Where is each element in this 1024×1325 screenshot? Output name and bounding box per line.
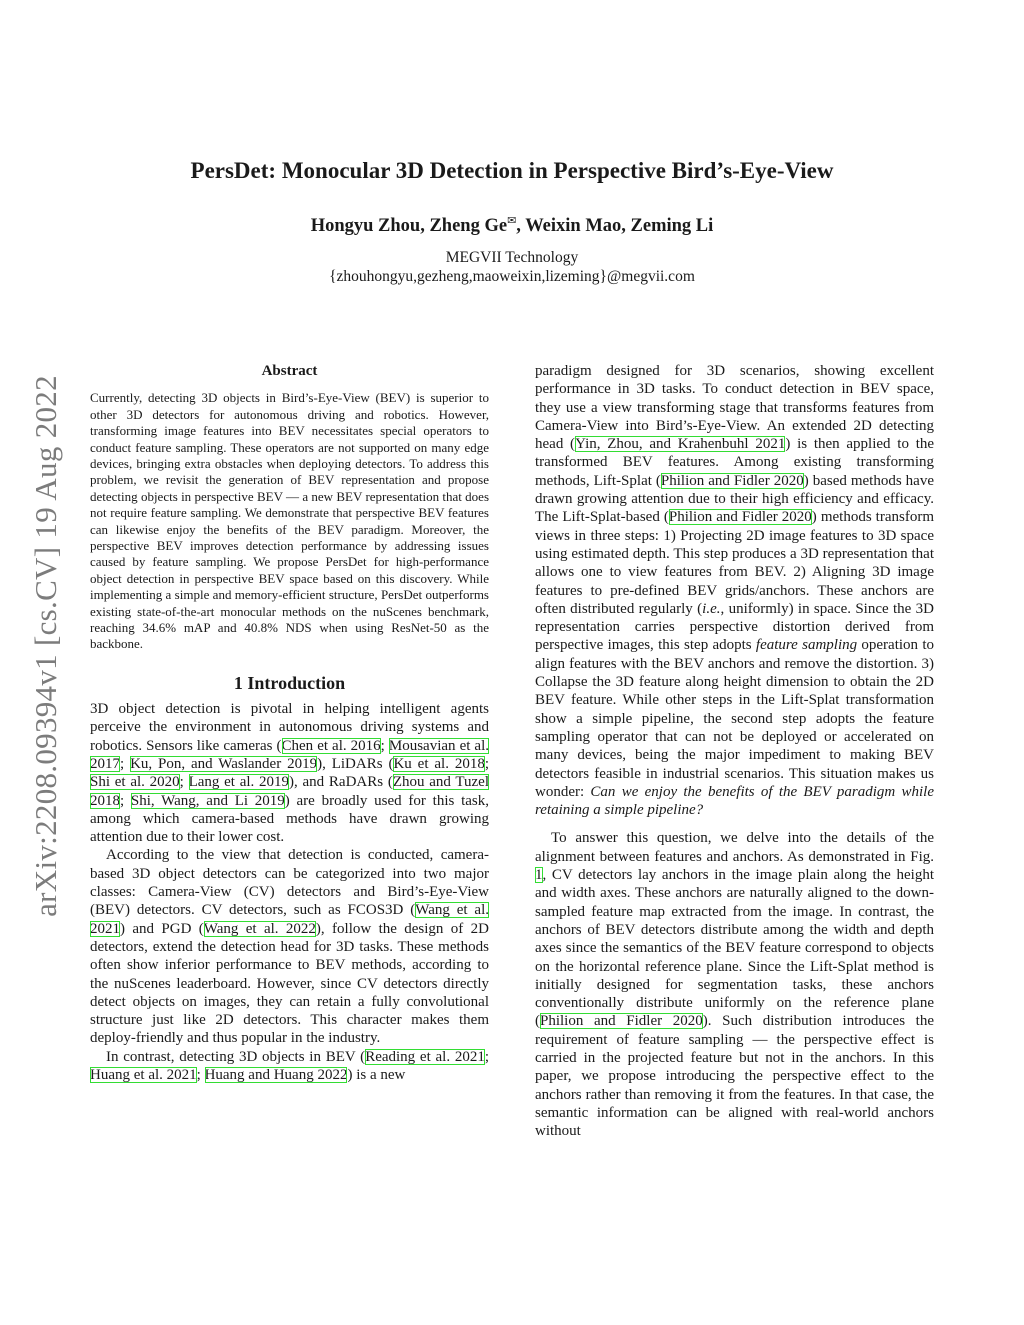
intro-paragraph-1 <box>90 700 489 846</box>
text-run: ) is a new <box>347 1067 406 1084</box>
citation-link[interactable]: Mousavian et al. 2017 <box>90 737 489 772</box>
text-run: ), and RaDARs ( <box>289 774 393 791</box>
text-run: ) based methods have drawn growing attention due to their high efficiency and efficacy. The Lift-Splat-based ( <box>535 472 934 526</box>
authors-first: Hongyu Zhou, Zheng Ge <box>310 216 508 237</box>
text-run: ; <box>484 755 490 772</box>
affiliation: MEGVII Technology <box>445 249 579 266</box>
affiliation-block <box>0 248 1024 286</box>
text-run: In contrast, detecting 3D objects in BEV ( <box>106 1048 366 1065</box>
text-run: ; <box>179 774 189 791</box>
citation-link[interactable]: Yin, Zhou, and Krahenbuhl 2021 <box>575 436 786 453</box>
intro-paragraph-2 <box>90 846 489 1047</box>
citation-link[interactable]: Shi et al. 2020 <box>90 774 180 791</box>
citation-link[interactable]: Huang and Huang 2022 <box>204 1067 348 1084</box>
citation-link[interactable]: Zhou and Tuzel 2018 <box>90 774 489 809</box>
arxiv-sidebar <box>22 346 70 946</box>
text-run: ) methods transform views in three steps: 1) Projecting 2D image features to 3D space using estimated depth. This step produces a 3D representation that allows one to view features from BEV. 2) Aligning 3D image features to pre-defined BEV grids/anchors. These anchors are often distributed regularly ( <box>535 509 934 617</box>
citation-link[interactable]: Lang et al. 2019 <box>188 774 290 791</box>
text-run: 3D object detection is pivotal in helping intelligent agents perceive the environment in autonomous driving systems and robotics. Sensors like cameras ( <box>90 701 489 754</box>
text-run: ) is then applied to the transformed BEV features. Among existing transforming methods, Lift-Splat ( <box>535 436 935 489</box>
text-run: According to the view that detection is conducted, camera-based 3D object detectors can be categorized into two major classes: Camera-View (CV) detectors and Bird’s-Eye-View (BEV) detectors. CV detectors, such as FCOS3D ( <box>90 847 489 919</box>
italic-text: Can we enjoy the benefits of the BEV paradigm while retaining a simple pipeline? <box>535 783 934 819</box>
citation-link[interactable]: Philion and Fidler 2020 <box>540 1013 703 1030</box>
text-run: To answer this question, we delve into the details of the alignment between features and anchors. As demonstrated in Fig. <box>535 830 934 865</box>
intro-paragraph-3 <box>90 1048 489 1085</box>
citation-link[interactable]: Ku, Pon, and Waslander 2019 <box>130 755 318 772</box>
author-emails: {zhouhongyu,gezheng,maoweixin,lizeming}@megvii.com <box>329 268 695 285</box>
citation-link[interactable]: Shi, Wang, and Li 2019 <box>130 792 285 809</box>
citation-link[interactable]: Wang et al. 2021 <box>90 902 489 937</box>
right-column <box>535 362 934 1140</box>
text-run: paradigm designed for 3D scenarios, showing excellent performance in 3D tasks. To conduct detection in BEV space, they use a view transforming stage that transforms features from Camera-View into Bird’s-Eye-View. An extended 2D detecting head ( <box>535 363 934 453</box>
abstract-text: Currently, detecting 3D objects in Bird’s-Eye-View (BEV) is superior to other 3D detectors for autonomous driving and robotics. However, transforming image features into BEV necessitates special operators to conduct feature sampling. These operators are not supported on many edge devices, bringing extra obstacles when deploying detectors. To address this problem, we revisit the generation of BEV representation and propose detecting objects in perspective BEV — a new BEV representation that does not require feature sampling. We demonstrate that perspective BEV features can likewise enjoy the benefits of the BEV paradigm. Moreover, the perspective BEV improves detection performance by addressing issues caused by feature sampling. We propose PersDet for high-performance object detection in perspective BEV space based on this discovery. While implementing a simple and memory-efficient structure, PersDet outperforms existing state-of-the-art monocular methods on the nuScenes benchmark, reaching 34.6% mAP and 40.8% NDS when using ResNet-50 as the backbone. <box>90 390 489 652</box>
citation-link[interactable]: Ku et al. 2018 <box>393 755 485 772</box>
text-run: ), LiDARs ( <box>317 755 394 772</box>
text-run: ; <box>120 792 131 809</box>
citation-link[interactable]: Reading et al. 2021 <box>365 1048 485 1065</box>
italic-text: feature sampling <box>755 637 858 654</box>
authors-rest: , Weixin Mao, Zeming Li <box>516 216 714 237</box>
arxiv-identifier: arXiv:2208.09394v1 [cs.CV] 19 Aug 2022 <box>28 375 63 917</box>
italic-text: i.e. <box>702 600 721 617</box>
figure-reference-link[interactable]: 1 <box>535 867 543 884</box>
intro-paragraph-5 <box>535 829 934 1140</box>
text-run: ; <box>484 1048 490 1065</box>
text-run: ) are broadly used for this task, among which camera-based methods have drawn growing attention due to their lower cost. <box>90 792 489 846</box>
section-heading-introduction: 1 Introduction <box>233 672 346 693</box>
abstract-heading: Abstract <box>261 363 318 379</box>
text-run: ), follow the design of 2D detectors, extend the detection head for 3D tasks. These methods often show inferior performance to BEV methods, according to the nuScenes leaderboard. However, since CV detectors directly detect objects on images, they can retain a fully convolutional structure just like 2D detectors. This character makes them deploy-friendly and thus popular in the industry. <box>90 920 490 1047</box>
text-run: ) and PGD ( <box>120 920 204 937</box>
text-run: ). Such distribution introduces the requirement of feature sampling — the perspective effect is carried in the projected feature but not in the anchors. In this paper, we propose introducing the perspective effect to the anchors rather than removing it from the features. In that case, the semantic information can be aligned with real-world anchors without <box>535 1013 934 1140</box>
corresponding-author-icon: ✉ <box>507 215 517 227</box>
text-run: operation to align features with the BEV anchors and remove the distortion. 3) Collapse the 3D feature along height dimension to obtain the 2D BEV feature. While other steps in the Lift-Splat transformation show a simple pipeline, the second step adopts the feature sampling operator that can not be deployed or accelerated on many devices, being the major impediment to making BEV detectors feasible in industrial scenarios. This situation makes us wonder: <box>535 637 934 800</box>
text-run: ; <box>380 737 389 754</box>
text-run: , CV detectors lay anchors in the image plain along the height and width axes. These anchors are naturally aligned to the down-sampled feature map extracted from the image. In contrast, the anchors of BEV detectors distribute among the width and depth axes since the semantics of the BEV feature correspond to objects on the horizontal reference plane. Since the Lift-Splat method is initially designed for segmentation tasks, these anchors conventionally distribute uniformly on the reference plane ( <box>535 867 934 1030</box>
text-run: ; <box>120 755 131 772</box>
citation-link[interactable]: Philion and Fidler 2020 <box>668 509 812 526</box>
citation-link[interactable]: Philion and Fidler 2020 <box>660 472 804 489</box>
text-run: , uniformly) in space. Since the 3D representation carries perspective distortion derived from perspective images, this step adopts <box>535 600 934 654</box>
text-run: ; <box>196 1067 205 1084</box>
left-column <box>90 362 489 1084</box>
citation-link[interactable]: Huang et al. 2021 <box>90 1067 197 1084</box>
author-list <box>0 214 1024 237</box>
intro-paragraph-4 <box>535 362 934 819</box>
citation-link[interactable]: Wang et al. 2022 <box>203 920 316 937</box>
paper-title: PersDet: Monocular 3D Detection in Perspective Bird’s-Eye-View <box>190 158 834 183</box>
citation-link[interactable]: Chen et al. 2016 <box>281 737 381 754</box>
